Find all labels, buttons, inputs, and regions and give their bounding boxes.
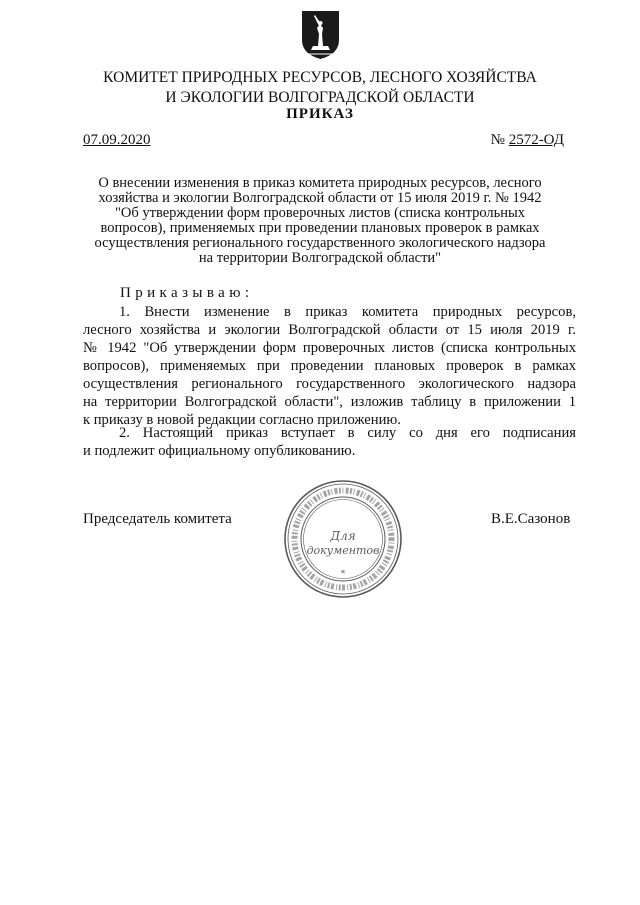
signatory-title: Председатель комитета bbox=[83, 511, 232, 527]
official-seal-icon bbox=[282, 478, 404, 600]
organization-name-line1: КОМИТЕТ ПРИРОДНЫХ РЕСУРСОВ, ЛЕСНОГО ХОЗЯЙСТВА bbox=[103, 69, 537, 86]
order-heading: Приказываю: bbox=[120, 285, 254, 301]
number-value: 2572-ОД bbox=[508, 132, 564, 148]
organization-name-line2: И ЭКОЛОГИИ ВОЛГОГРАДСКОЙ ОБЛАСТИ bbox=[165, 89, 475, 106]
subject-line: "Об утверждении форм проверочных листов (списка контрольных bbox=[114, 205, 526, 221]
paragraph-line: лесного хозяйства и экологии Волгоградской области от 15 июля 2019 г. bbox=[83, 322, 576, 338]
subject-line: осуществления регионального государственного экологического надзора bbox=[94, 235, 546, 251]
paragraph-line: вопросов), применяемых при проведении плановых проверок в рамках bbox=[83, 358, 576, 374]
document-number bbox=[491, 132, 564, 149]
paragraph-line: и подлежит официальному опубликованию. bbox=[83, 443, 356, 459]
paragraph-line: № 1942 "Об утверждении форм проверочных листов (списка контрольных bbox=[83, 340, 576, 356]
subject-line: на территории Волгоградской области" bbox=[198, 250, 442, 266]
subject-line: вопросов), применяемых при проведении плановых проверок в рамках bbox=[100, 220, 540, 236]
paragraph-1 bbox=[83, 303, 576, 429]
subject-line: хозяйства и экологии Волгоградской области от 15 июля 2019 г. № 1942 bbox=[98, 190, 542, 206]
coat-of-arms-icon bbox=[301, 10, 340, 60]
document-subject bbox=[80, 176, 560, 266]
paragraph-line: 2. Настоящий приказ вступает в силу со дня его подписания bbox=[119, 425, 576, 441]
seal-text-line2: документов bbox=[306, 544, 380, 557]
paragraph-2 bbox=[83, 424, 576, 460]
seal-text-line1: Для bbox=[330, 529, 356, 543]
subject-line: О внесении изменения в приказ комитета природных ресурсов, лесного bbox=[98, 175, 542, 191]
svg-text:*: * bbox=[340, 569, 346, 579]
paragraph-line: осуществления регионального государственного экологического надзора bbox=[83, 376, 576, 392]
paragraph-line: к приказу в новой редакции согласно приложению. bbox=[83, 412, 401, 428]
document-date: 07.09.2020 bbox=[83, 132, 151, 148]
signatory-name: В.Е.Сазонов bbox=[491, 511, 571, 527]
paragraph-line: 1. Внести изменение в приказ комитета природных ресурсов, bbox=[119, 304, 576, 320]
paragraph-line: на территории Волгоградской области", изложив таблицу в приложении 1 bbox=[83, 394, 576, 410]
document-type: ПРИКАЗ bbox=[286, 106, 354, 122]
number-prefix: № bbox=[490, 132, 509, 148]
